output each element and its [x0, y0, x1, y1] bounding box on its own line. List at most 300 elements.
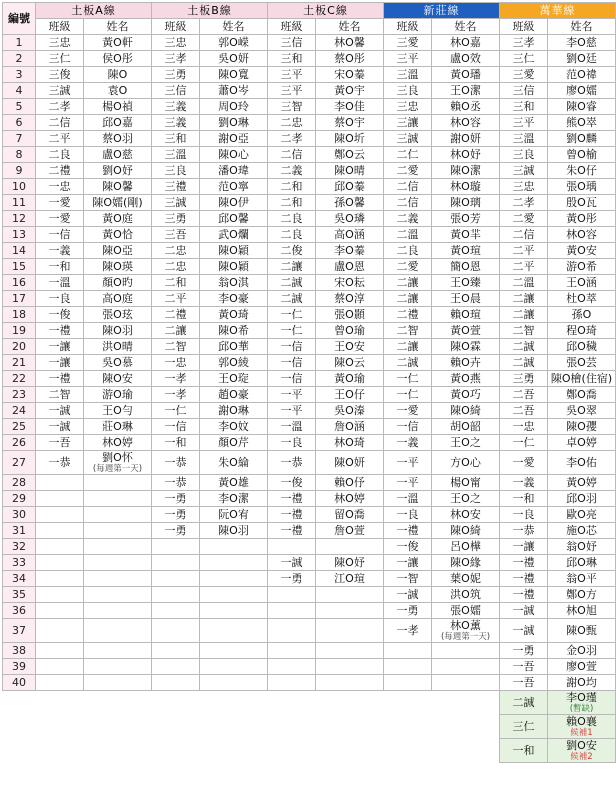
cell-name-tuban-c: 陳O妤 — [316, 555, 384, 571]
table-row — [3, 659, 616, 675]
column-header-class-a: 班級 — [36, 19, 84, 35]
table-row — [3, 131, 616, 147]
cell-class-tuban-a: 一誠 — [36, 419, 84, 435]
table-row — [3, 179, 616, 195]
column-header-name-w: 姓名 — [548, 19, 616, 35]
cell-class-xinzhuang: 二讓 — [384, 339, 432, 355]
row-number: 33 — [3, 555, 36, 571]
table-row — [3, 355, 616, 371]
cell-name-xinzhuang: 陳O霖 — [432, 339, 500, 355]
cell-name-xinzhuang: 張O嬬 — [432, 603, 500, 619]
table-row — [3, 419, 616, 435]
cell-name-xinzhuang: 陳O璃 — [432, 195, 500, 211]
cell-class-tuban-c: 一平 — [268, 403, 316, 419]
cell-class-xinzhuang: 一溫 — [384, 491, 432, 507]
cell-name-xinzhuang: 黃O璠 — [432, 67, 500, 83]
row-number: 27 — [3, 451, 36, 475]
table-row — [3, 387, 616, 403]
cell-class-tuban-b: 一仁 — [152, 403, 200, 419]
cell-name-wanhua: 廖O萱 — [548, 659, 616, 675]
row-number: 39 — [3, 659, 36, 675]
cell-name-tuban-a: 張O玹 — [84, 307, 152, 323]
column-header-class-x: 班級 — [384, 19, 432, 35]
cell-class-xinzhuang — [384, 675, 432, 691]
cell-name-wanhua: 游O希 — [548, 259, 616, 275]
cell-name-tuban-a: 黃O庭 — [84, 211, 152, 227]
cell-class-xinzhuang: 三平 — [384, 51, 432, 67]
cell-name-tuban-c: 陳O晴 — [316, 163, 384, 179]
standby-tag: 候補1 — [570, 728, 593, 739]
cell-class-tuban-c — [268, 643, 316, 659]
cell-class-tuban-b: 三義 — [152, 99, 200, 115]
cell-class-tuban-a: 二平 — [36, 131, 84, 147]
row-number: 20 — [3, 339, 36, 355]
cell-name-tuban-c: 林O婷 — [316, 491, 384, 507]
cell-name-tuban-c: 高O涵 — [316, 227, 384, 243]
cell-name-xinzhuang: 黃O巧 — [432, 387, 500, 403]
cell-class-tuban-a — [36, 675, 84, 691]
cell-class-tuban-b: 三義 — [152, 115, 200, 131]
standby-row — [3, 715, 616, 739]
cell-name-tuban-b: 黃O琦 — [200, 307, 268, 323]
cell-name-xinzhuang: 林O嘉 — [432, 35, 500, 51]
cell-class-tuban-a — [36, 507, 84, 523]
cell-name-tuban-c: 蔡O淳 — [316, 291, 384, 307]
row-number: 34 — [3, 571, 36, 587]
cell-name-wanhua: 謝O均 — [548, 675, 616, 691]
cell-name-xinzhuang: 陳O潔 — [432, 163, 500, 179]
cell-name-tuban-c: 蔡O彤 — [316, 51, 384, 67]
row-number: 1 — [3, 35, 36, 51]
table-row — [3, 35, 616, 51]
cell-name-tuban-c: 賴O伃 — [316, 475, 384, 491]
cell-class-tuban-b: 二忠 — [152, 243, 200, 259]
cell-note: (每週第一天) — [92, 463, 143, 474]
cell-class-tuban-a: 二良 — [36, 147, 84, 163]
cell-name-xinzhuang: 林O安 — [432, 507, 500, 523]
cell-class-xinzhuang: 二信 — [384, 179, 432, 195]
cell-name-wanhua: 黃O婷 — [548, 475, 616, 491]
cell-name-tuban-a: 陳O亞 — [84, 243, 152, 259]
cell-class-tuban-c: 二和 — [268, 179, 316, 195]
cell-name-tuban-b — [200, 619, 268, 643]
cell-class-tuban-b — [152, 539, 200, 555]
cell-name-tuban-b: 李O潔 — [200, 491, 268, 507]
table-row — [3, 163, 616, 179]
cell-name-tuban-b: 謝O琳 — [200, 403, 268, 419]
cell-name-tuban-b: 陳O心 — [200, 147, 268, 163]
cell-name-tuban-a — [84, 603, 152, 619]
cell-name-tuban-a: 楊O禎 — [84, 99, 152, 115]
cell-name-tuban-a: 陳O瑛 — [84, 259, 152, 275]
standby-row — [3, 691, 616, 715]
cell-class-xinzhuang: 二仁 — [384, 147, 432, 163]
cell-name-wanhua: 陳O甄 — [548, 619, 616, 643]
cell-class-tuban-b: 一信 — [152, 419, 200, 435]
cell-name-wanhua: 李O慈 — [548, 35, 616, 51]
cell-class-tuban-c: 二和 — [268, 195, 316, 211]
cell-class-wanhua: 三和 — [500, 99, 548, 115]
cell-name-tuban-a: 高O庭 — [84, 291, 152, 307]
cell-class-tuban-b: 一恭 — [152, 475, 200, 491]
cell-class-wanhua: 二讓 — [500, 307, 548, 323]
cell-class-tuban-a: 一愛 — [36, 211, 84, 227]
cell-name-tuban-c: 宋O蓁 — [316, 67, 384, 83]
cell-name-wanhua: 杜O萃 — [548, 291, 616, 307]
cell-name-xinzhuang: 胡O韶 — [432, 419, 500, 435]
cell-class-tuban-b: 一勇 — [152, 507, 200, 523]
cell-class-tuban-c — [268, 603, 316, 619]
cell-class-tuban-c: 一誠 — [268, 555, 316, 571]
row-number: 10 — [3, 179, 36, 195]
cell-name-tuban-c: 林O馨 — [316, 35, 384, 51]
cell-class-tuban-c: 一信 — [268, 339, 316, 355]
cell-class-wanhua: 二平 — [500, 259, 548, 275]
group-header-tuban-c: 土板C線 — [268, 3, 384, 19]
cell-class-xinzhuang: 一俊 — [384, 539, 432, 555]
cell-class-tuban-c: 二誠 — [268, 275, 316, 291]
table-row — [3, 147, 616, 163]
cell-name-tuban-b — [200, 587, 268, 603]
cell-name-tuban-a: 袁O — [84, 83, 152, 99]
cell-class-wanhua: 三忠 — [500, 179, 548, 195]
cell-class-wanhua: 二誠 — [500, 339, 548, 355]
cell-name-xinzhuang: 陳O緣 — [432, 555, 500, 571]
cell-class-xinzhuang: 二信 — [384, 195, 432, 211]
cell-name-xinzhuang: 楊O甯 — [432, 475, 500, 491]
standby-class: 一和 — [500, 739, 548, 763]
cell-class-tuban-c: 二讓 — [268, 259, 316, 275]
table-row — [3, 291, 616, 307]
duty-roster-table — [2, 2, 616, 763]
row-number: 7 — [3, 131, 36, 147]
column-header-class-w: 班級 — [500, 19, 548, 35]
cell-class-tuban-b: 三忠 — [152, 35, 200, 51]
cell-class-tuban-c: 一溫 — [268, 419, 316, 435]
cell-class-wanhua: 三溫 — [500, 131, 548, 147]
cell-class-tuban-b: 一和 — [152, 435, 200, 451]
cell-class-tuban-b: 二禮 — [152, 307, 200, 323]
cell-name-wanhua: 翁O平 — [548, 571, 616, 587]
cell-class-wanhua: 一禮 — [500, 571, 548, 587]
cell-name-tuban-b: 朱O綸 — [200, 451, 268, 475]
cell-name-wanhua: 陳O睿 — [548, 99, 616, 115]
cell-name-tuban-b: 蕭O岑 — [200, 83, 268, 99]
cell-class-tuban-a — [36, 619, 84, 643]
cell-name-tuban-b: 范O寧 — [200, 179, 268, 195]
cell-class-tuban-b — [152, 587, 200, 603]
cell-name-tuban-c: 吳O璘 — [316, 211, 384, 227]
cell-class-tuban-c: 三平 — [268, 83, 316, 99]
cell-class-tuban-a — [36, 475, 84, 491]
cell-name-tuban-a: 洪O晴 — [84, 339, 152, 355]
row-number: 12 — [3, 211, 36, 227]
cell-name-wanhua: 黃O安 — [548, 243, 616, 259]
cell-class-xinzhuang: 三溫 — [384, 67, 432, 83]
cell-name-wanhua: 黃O彤 — [548, 211, 616, 227]
table-row — [3, 211, 616, 227]
cell-name-xinzhuang: 賴O卉 — [432, 355, 500, 371]
cell-class-wanhua: 二吾 — [500, 387, 548, 403]
cell-name-xinzhuang: 黃O瑄 — [432, 243, 500, 259]
cell-name-tuban-c — [316, 587, 384, 603]
cell-class-tuban-c: 一勇 — [268, 571, 316, 587]
cell-name-tuban-a: 陳O安 — [84, 371, 152, 387]
cell-name-tuban-a: 蔡O羽 — [84, 131, 152, 147]
sub-header-row — [3, 19, 616, 35]
cell-name-tuban-a — [84, 659, 152, 675]
cell-name-xinzhuang: 王O晨 — [432, 291, 500, 307]
table-row — [3, 195, 616, 211]
standby-name — [548, 739, 616, 763]
cell-name-xinzhuang: 林O璇 — [432, 179, 500, 195]
cell-name-wanhua: 王O涵 — [548, 275, 616, 291]
cell-name-tuban-b — [200, 571, 268, 587]
cell-class-tuban-c: 一平 — [268, 387, 316, 403]
row-number: 31 — [3, 523, 36, 539]
cell-name-tuban-b: 趙O豪 — [200, 387, 268, 403]
cell-class-tuban-b: 一勇 — [152, 491, 200, 507]
group-header-wanhua: 萬華線 — [500, 3, 616, 19]
cell-class-xinzhuang: 一讓 — [384, 555, 432, 571]
cell-class-wanhua: 一愛 — [500, 451, 548, 475]
cell-class-wanhua: 一吾 — [500, 675, 548, 691]
cell-class-tuban-b: 二平 — [152, 291, 200, 307]
cell-class-tuban-a: 一恭 — [36, 451, 84, 475]
row-number: 32 — [3, 539, 36, 555]
cell-class-tuban-c — [268, 675, 316, 691]
table-row — [3, 227, 616, 243]
cell-name-wanhua: 金O羽 — [548, 643, 616, 659]
cell-class-tuban-c: 二義 — [268, 163, 316, 179]
cell-name-xinzhuang: 謝O妍 — [432, 131, 500, 147]
cell-name-wanhua: 林O容 — [548, 227, 616, 243]
cell-class-tuban-a: 二孝 — [36, 99, 84, 115]
cell-class-tuban-a: 三俊 — [36, 67, 84, 83]
cell-name-tuban-b — [200, 603, 268, 619]
cell-name-tuban-c: 李O佳 — [316, 99, 384, 115]
row-number: 3 — [3, 67, 36, 83]
cell-name-xinzhuang: 賴O丞 — [432, 99, 500, 115]
cell-class-tuban-c: 二信 — [268, 147, 316, 163]
cell-name-wanhua: 陳O孾 — [548, 419, 616, 435]
cell-name-wanhua: 歐O亮 — [548, 507, 616, 523]
standby-spacer — [3, 715, 500, 739]
cell-name-tuban-a: 莊O琳 — [84, 419, 152, 435]
cell-class-tuban-a: 一禮 — [36, 371, 84, 387]
column-header-name-x: 姓名 — [432, 19, 500, 35]
cell-name-tuban-a — [84, 587, 152, 603]
group-header-xinzhuang: 新莊線 — [384, 3, 500, 19]
cell-class-xinzhuang: 三良 — [384, 83, 432, 99]
cell-class-tuban-c — [268, 659, 316, 675]
table-row — [3, 619, 616, 643]
cell-name-tuban-c: 陳O圻 — [316, 131, 384, 147]
cell-class-tuban-a — [36, 587, 84, 603]
cell-name-tuban-b: 陳O穎 — [200, 243, 268, 259]
cell-name-tuban-a: 王O勻 — [84, 403, 152, 419]
cell-name-tuban-b: 翁O淇 — [200, 275, 268, 291]
cell-name-xinzhuang: 陳O綺 — [432, 523, 500, 539]
cell-name-tuban-a — [84, 571, 152, 587]
cell-class-xinzhuang: 一勇 — [384, 603, 432, 619]
cell-name-tuban-a — [84, 619, 152, 643]
cell-class-wanhua: 一勇 — [500, 643, 548, 659]
cell-name-wanhua: 吳O翠 — [548, 403, 616, 419]
cell-name-wanhua: 邱O琳 — [548, 555, 616, 571]
cell-class-tuban-a — [36, 643, 84, 659]
cell-class-tuban-a: 三忠 — [36, 35, 84, 51]
table-row — [3, 243, 616, 259]
cell-class-xinzhuang: 二讓 — [384, 275, 432, 291]
row-number: 35 — [3, 587, 36, 603]
cell-name-tuban-b: 黃O雄 — [200, 475, 268, 491]
cell-class-tuban-a: 一溫 — [36, 275, 84, 291]
cell-name-tuban-c: 王O安 — [316, 339, 384, 355]
column-header-name-b: 姓名 — [200, 19, 268, 35]
cell-name-tuban-c — [316, 659, 384, 675]
cell-name-tuban-b: 邱O馨 — [200, 211, 268, 227]
cell-name-wanhua: 邱O羽 — [548, 491, 616, 507]
group-header-tuban-b: 土板B線 — [152, 3, 268, 19]
cell-class-tuban-a — [36, 539, 84, 555]
cell-name-tuban-c: 王O仔 — [316, 387, 384, 403]
cell-class-wanhua: 一吾 — [500, 659, 548, 675]
cell-class-wanhua: 三平 — [500, 115, 548, 131]
cell-class-tuban-a — [36, 555, 84, 571]
cell-class-tuban-c: 二忠 — [268, 115, 316, 131]
standby-spacer — [3, 739, 500, 763]
cell-class-tuban-c: 二良 — [268, 211, 316, 227]
cell-name-xinzhuang — [432, 643, 500, 659]
cell-name-xinzhuang: 盧O效 — [432, 51, 500, 67]
cell-name-xinzhuang — [432, 659, 500, 675]
row-number: 40 — [3, 675, 36, 691]
cell-class-tuban-a: 一和 — [36, 259, 84, 275]
row-number: 38 — [3, 643, 36, 659]
cell-name-tuban-a — [84, 539, 152, 555]
cell-class-tuban-a: 三仁 — [36, 51, 84, 67]
cell-name-tuban-a: 林O婷 — [84, 435, 152, 451]
cell-class-xinzhuang: 二溫 — [384, 227, 432, 243]
row-number: 6 — [3, 115, 36, 131]
column-header-name-c: 姓名 — [316, 19, 384, 35]
cell-class-tuban-c — [268, 619, 316, 643]
standby-name — [548, 691, 616, 715]
cell-name-tuban-a — [84, 555, 152, 571]
cell-class-wanhua: 二誠 — [500, 355, 548, 371]
cell-class-xinzhuang: 二愛 — [384, 259, 432, 275]
standby-name-text: 李O瑾 — [566, 691, 597, 705]
cell-name-tuban-a: 陳O馨 — [84, 179, 152, 195]
standby-row — [3, 739, 616, 763]
cell-class-tuban-a: 二智 — [36, 387, 84, 403]
cell-class-tuban-a: 一良 — [36, 291, 84, 307]
cell-class-wanhua: 二信 — [500, 227, 548, 243]
cell-class-tuban-c: 二孝 — [268, 131, 316, 147]
table-row — [3, 83, 616, 99]
cell-class-xinzhuang: 二智 — [384, 323, 432, 339]
cell-name-wanhua: 李O佑 — [548, 451, 616, 475]
table-row — [3, 451, 616, 475]
cell-name-xinzhuang: 黃O燕 — [432, 371, 500, 387]
row-number: 29 — [3, 491, 36, 507]
cell-name-tuban-c: 留O喬 — [316, 507, 384, 523]
cell-name-xinzhuang: 洪O筑 — [432, 587, 500, 603]
cell-class-tuban-c: 一恭 — [268, 451, 316, 475]
cell-class-tuban-c: 三和 — [268, 51, 316, 67]
standby-spacer — [3, 691, 500, 715]
cell-class-xinzhuang: 一愛 — [384, 403, 432, 419]
cell-name-tuban-b: 郭O綾 — [200, 355, 268, 371]
cell-class-tuban-a — [36, 659, 84, 675]
cell-class-tuban-b: 一孝 — [152, 387, 200, 403]
cell-name-tuban-b — [200, 659, 268, 675]
cell-class-tuban-a: 一愛 — [36, 195, 84, 211]
cell-class-tuban-b: 三信 — [152, 83, 200, 99]
row-number: 37 — [3, 619, 36, 643]
cell-name-tuban-a — [84, 643, 152, 659]
cell-class-tuban-c: 三智 — [268, 99, 316, 115]
cell-name-wanhua: 林O旭 — [548, 603, 616, 619]
cell-class-tuban-a: 三誠 — [36, 83, 84, 99]
cell-name-xinzhuang: 賴O瑄 — [432, 307, 500, 323]
cell-name-tuban-b: 劉O琳 — [200, 115, 268, 131]
cell-name-xinzhuang: 張O芳 — [432, 211, 500, 227]
cell-name-xinzhuang: 林O容 — [432, 115, 500, 131]
cell-name-wanhua: 劉O麟 — [548, 131, 616, 147]
cell-name-tuban-a: 邱O嘉 — [84, 115, 152, 131]
cell-name-tuban-b — [200, 555, 268, 571]
cell-name-tuban-b: 吳O妍 — [200, 51, 268, 67]
cell-name-tuban-b: 邱O華 — [200, 339, 268, 355]
cell-class-tuban-b — [152, 659, 200, 675]
table-row — [3, 259, 616, 275]
cell-class-xinzhuang: 一智 — [384, 571, 432, 587]
cell-name-tuban-a: 黃O軒 — [84, 35, 152, 51]
table-row — [3, 555, 616, 571]
cell-class-tuban-a — [36, 491, 84, 507]
cell-name-tuban-b: 李O豪 — [200, 291, 268, 307]
cell-note: (每週第一天) — [440, 631, 491, 642]
cell-class-tuban-c: 二俊 — [268, 243, 316, 259]
cell-name-xinzhuang: 王O臻 — [432, 275, 500, 291]
row-number: 17 — [3, 291, 36, 307]
cell-class-tuban-c: 二誠 — [268, 291, 316, 307]
column-header-number: 編號 — [3, 3, 36, 35]
cell-name-tuban-a: 黃O恰 — [84, 227, 152, 243]
table-row — [3, 371, 616, 387]
cell-name-tuban-c: 吳O溱 — [316, 403, 384, 419]
cell-class-wanhua: 二吾 — [500, 403, 548, 419]
cell-class-wanhua: 一義 — [500, 475, 548, 491]
cell-class-tuban-c — [268, 539, 316, 555]
cell-class-tuban-c: 一禮 — [268, 491, 316, 507]
group-header-tuban-a: 土板A線 — [36, 3, 152, 19]
cell-class-xinzhuang: 一良 — [384, 507, 432, 523]
standby-class: 三仁 — [500, 715, 548, 739]
cell-class-wanhua: 三誠 — [500, 163, 548, 179]
cell-name-wanhua: 孫O — [548, 307, 616, 323]
standby-name-text: 劉O安 — [566, 739, 597, 753]
cell-class-xinzhuang: 三誠 — [384, 131, 432, 147]
cell-name-tuban-a — [84, 491, 152, 507]
cell-class-xinzhuang: 一信 — [384, 419, 432, 435]
table-row — [3, 307, 616, 323]
cell-class-tuban-a: 一俊 — [36, 307, 84, 323]
table-row — [3, 523, 616, 539]
cell-class-wanhua: 一禮 — [500, 555, 548, 571]
